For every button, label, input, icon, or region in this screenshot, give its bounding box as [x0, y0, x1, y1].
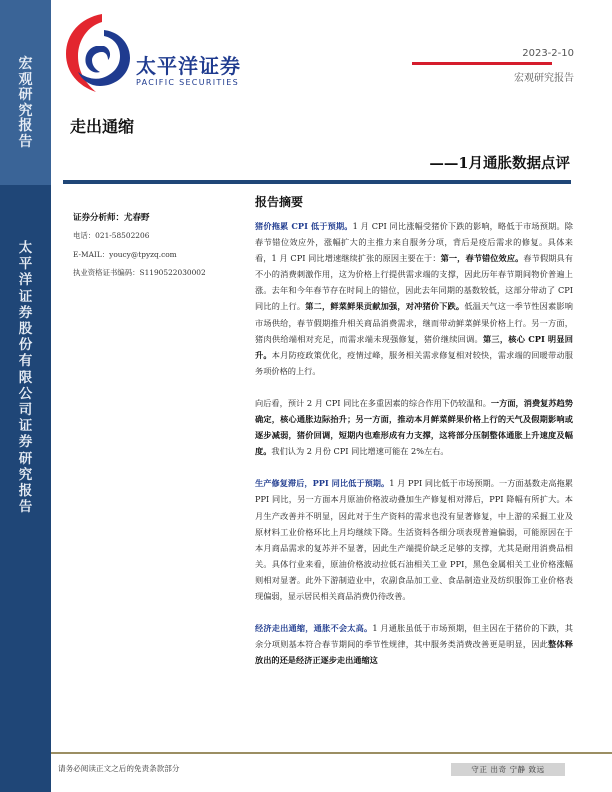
summary-paragraph — [255, 620, 573, 668]
summary-heading: 报告摘要 — [255, 195, 304, 209]
summary-body — [255, 218, 573, 684]
logo-name-cn: 太平洋证券 — [136, 54, 241, 78]
emphasis-text: 整体释放出的还是经济正逐步走出通缩这 — [255, 639, 573, 666]
body-text: 春节假期具有不小的消费刺激作用，这为价格上行提供需求端的支撑，因此历年春节期间物价普遍上涨。去年和今年春节存在时间上的错位，因此去年同期的基数较低，这部分带动了 CPI 同比的上行。 — [255, 253, 573, 312]
report-type: 宏观研究报告 — [514, 73, 574, 84]
sidebar-company-label: 太 平 洋 证 券 股 份 有 限 公 司 证 券 研 究 报 告 — [18, 240, 33, 516]
analyst-phone: 电话：021-58502206 — [73, 231, 150, 240]
header-accent-line — [412, 62, 552, 65]
footer-disclaimer: 请务必阅读正文之后的免责条款部分 — [58, 764, 180, 773]
pacific-securities-logo-icon — [62, 12, 134, 92]
footer-motto: 守正 出奇 宁静 致远 — [451, 763, 565, 776]
emphasis-text: 第一，春节错位效应。 — [440, 253, 524, 264]
page-title: 走出通缩 — [70, 117, 135, 136]
sidebar-report-category: 宏 观 研 究 报 告 — [18, 56, 33, 150]
logo-name-en: PACIFIC SECURITIES — [136, 78, 239, 87]
body-text: 向后看，预计 2 月 CPI 同比在多重因素的综合作用下仍较温和。 — [255, 397, 491, 408]
body-text: 低温天气这一季节性因素影响市场供给，春节假期推升相关商品消费需求，继而带动鲜菜鲜果价格上行。另一方面，猪肉供给端相对充足，而需求端未现强修复，猪价继续回调。 — [255, 301, 573, 344]
emphasis-text: 一方面，消费复苏趋势确定，核心通胀边际抬升；另一方面，推动本月鲜菜鲜果价格上行的天气及假期影响或逐步减弱，猪价回调，短期内也难形成有力支撑，这将部分压制整体通胀上升速度及幅度。 — [255, 397, 573, 457]
summary-paragraph — [255, 475, 573, 604]
analyst-license: 执业资格证书编码：S1190522030002 — [73, 268, 206, 277]
company-logo — [62, 12, 262, 92]
report-date: 2023-2-10 — [522, 48, 574, 59]
title-divider — [63, 180, 571, 184]
summary-paragraph — [255, 395, 573, 459]
summary-paragraph — [255, 218, 573, 379]
paragraph-lead: 经济走出通缩，通胀不会太高。 — [255, 623, 373, 634]
analyst-info — [73, 211, 243, 286]
page-subtitle: ——1月通胀数据点评 — [429, 155, 570, 172]
body-text: 1 月 CPI 同比涨幅受猪价下跌的影响，略低于市场预期。除春节错位效应外，涨幅扩大的主推力来自服务分项，背后是疫后需求的修复。具体来看，1 月 CPI 同比增速继续扩张的原因主要在于： — [255, 221, 573, 264]
footer-divider — [51, 752, 612, 754]
body-text: 1 月 PPI 同比低于市场预期。一方面基数走高拖累 PPI 同比，另一方面本月原油价格波动叠加生产修复相对滞后，PPI 降幅有所扩大。本月生产改善并不明显，因此对于生产资料的需求也没有显著修复，中上游的采掘工业及原材料工业价格环比上月均继续下降。生活资料各细分项表现普遍偏弱，可能原因在于本月商品需求的复苏并不显著，因此生产端提价缺乏足够的支撑，尤其是耐用消费品相关。具体行业来看，原油价格波动拉低石油相关工业 PPI，黑色金属相关工业价格涨幅则相对显著。此外下游制造业中，农副食品加工业、食品制造业及纺织服饰工业价格表现偏弱，显示居民相关商品消费仍待改善。 — [255, 478, 573, 601]
paragraph-lead: 猪价拖累 CPI 低于预期。 — [255, 221, 353, 231]
emphasis-text: 第三，核心 CPI 明显回升。 — [255, 333, 573, 360]
emphasis-text: 第二，鲜菜鲜果贡献加强，对冲猪价下跌。 — [305, 301, 465, 312]
body-text: 本月防疫政策优化，疫情过峰，服务相关需求修复相对较快，需求端的回暖带动服务项价格的上行。 — [255, 349, 573, 376]
body-text: 我们认为 2 月份 CPI 同比增速可能在 2%左右。 — [271, 446, 449, 457]
analyst-email[interactable]: E-MAIL：youcy@tpyzq.com — [73, 249, 177, 259]
paragraph-lead: 生产修复滞后，PPI 同比低于预期。 — [255, 478, 390, 489]
analyst-name: 证券分析师：尤春野 — [73, 213, 150, 223]
body-text: 1 月通胀虽低于市场预期，但主因在于猪价的下跌，其余分项则基本符合春节期间的季节性规律，其中服务类消费改善更是明显，因此 — [255, 623, 573, 650]
